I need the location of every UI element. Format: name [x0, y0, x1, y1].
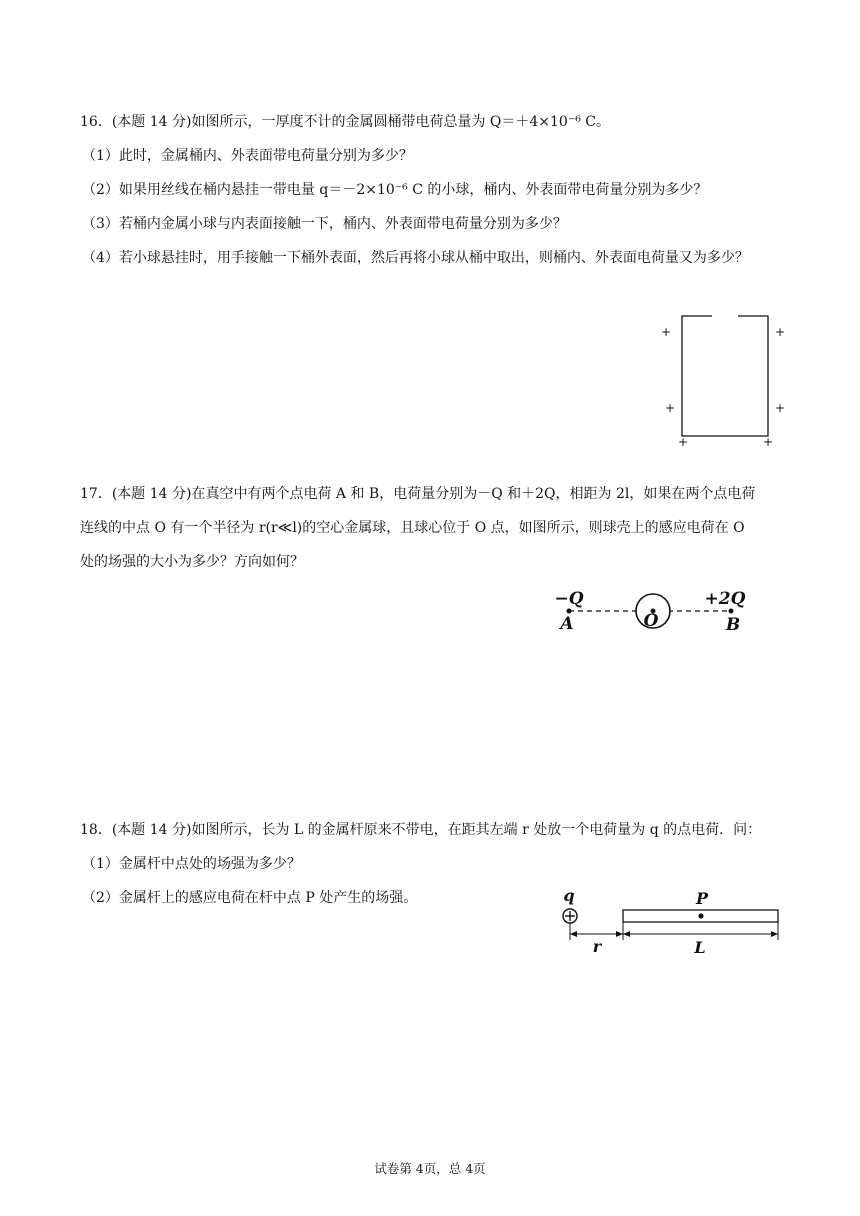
charge-mark: +	[660, 325, 672, 339]
question-16-stem: 16．(本题 14 分)如图所示，一厚度不计的金属圆桶带电荷总量为 Q＝＋4×10⁻⁶ C。	[80, 114, 610, 130]
metal-rod-figure	[555, 880, 790, 960]
question-17-stem-line-2: 连线的中点 O 有一个半径为 r(r≪l)的空心金属球，且球心位于 O 点，如图所示，则球壳上的感应电荷在 O	[80, 520, 745, 536]
charge-mark: +	[774, 401, 786, 415]
question-17-stem-line-3: 处的场强的大小为多少？方向如何？	[80, 554, 304, 570]
charged-bucket-figure	[640, 300, 810, 460]
question-16-part-3: （3）若桶内金属小球与内表面接触一下，桶内、外表面带电荷量分别为多少？	[82, 216, 567, 232]
r-arrowhead-right	[616, 931, 623, 937]
point-a-label: A	[560, 614, 574, 634]
l-arrowhead-left	[623, 931, 630, 937]
length-l-label: L	[694, 938, 706, 957]
charge-a-dot	[567, 609, 572, 614]
question-16-part-2: （2）如果用丝线在桶内悬挂一带电量 q＝－2×10⁻⁶ C 的小球，桶内、外表面带电荷量分别为多少？	[82, 182, 708, 198]
distance-r-label: r	[592, 937, 602, 956]
page-footer: 试卷第 4页，总 4页	[374, 1161, 486, 1176]
charge-mark: +	[774, 325, 786, 339]
left-charge-label: −Q	[554, 589, 584, 609]
charge-mark: +	[664, 401, 676, 415]
question-16-part-4: （4）若小球悬挂时，用手接触一下桶外表面，然后再将小球从桶中取出，则桶内、外表面电荷量又为多少？	[82, 250, 749, 266]
r-arrowhead-left	[570, 931, 577, 937]
question-18-stem: 18．(本题 14 分)如图所示，长为 L 的金属杆原来不带电，在距其左端 r 处放一个电荷量为 q 的点电荷．问：	[80, 822, 762, 838]
point-charge-label: q	[563, 886, 575, 905]
l-arrowhead-right	[771, 931, 778, 937]
question-17-stem-line-1: 17．(本题 14 分)在真空中有两个点电荷 A 和 B，电荷量分别为－Q 和＋2Q，相距为 2l，如果在两个点电荷	[80, 486, 756, 502]
question-18-part-2: （2）金属杆上的感应电荷在杆中点 P 处产生的场强。	[82, 890, 418, 906]
question-18-part-1: （1）金属杆中点处的场强为多少？	[82, 856, 301, 872]
point-charges-figure	[545, 582, 765, 642]
rod-midpoint-dot	[698, 913, 703, 918]
charge-mark: +	[762, 435, 774, 449]
point-b-label: B	[725, 615, 741, 635]
question-16-part-1: （1）此时，金属桶内、外表面带电荷量分别为多少？	[82, 148, 413, 164]
midpoint-p-label: P	[695, 889, 709, 908]
charge-b-dot	[729, 609, 734, 614]
charge-mark: +	[677, 435, 689, 449]
point-o-label: O	[643, 611, 659, 631]
right-charge-label: +2Q	[704, 589, 746, 609]
metal-bucket-outline	[682, 316, 768, 436]
